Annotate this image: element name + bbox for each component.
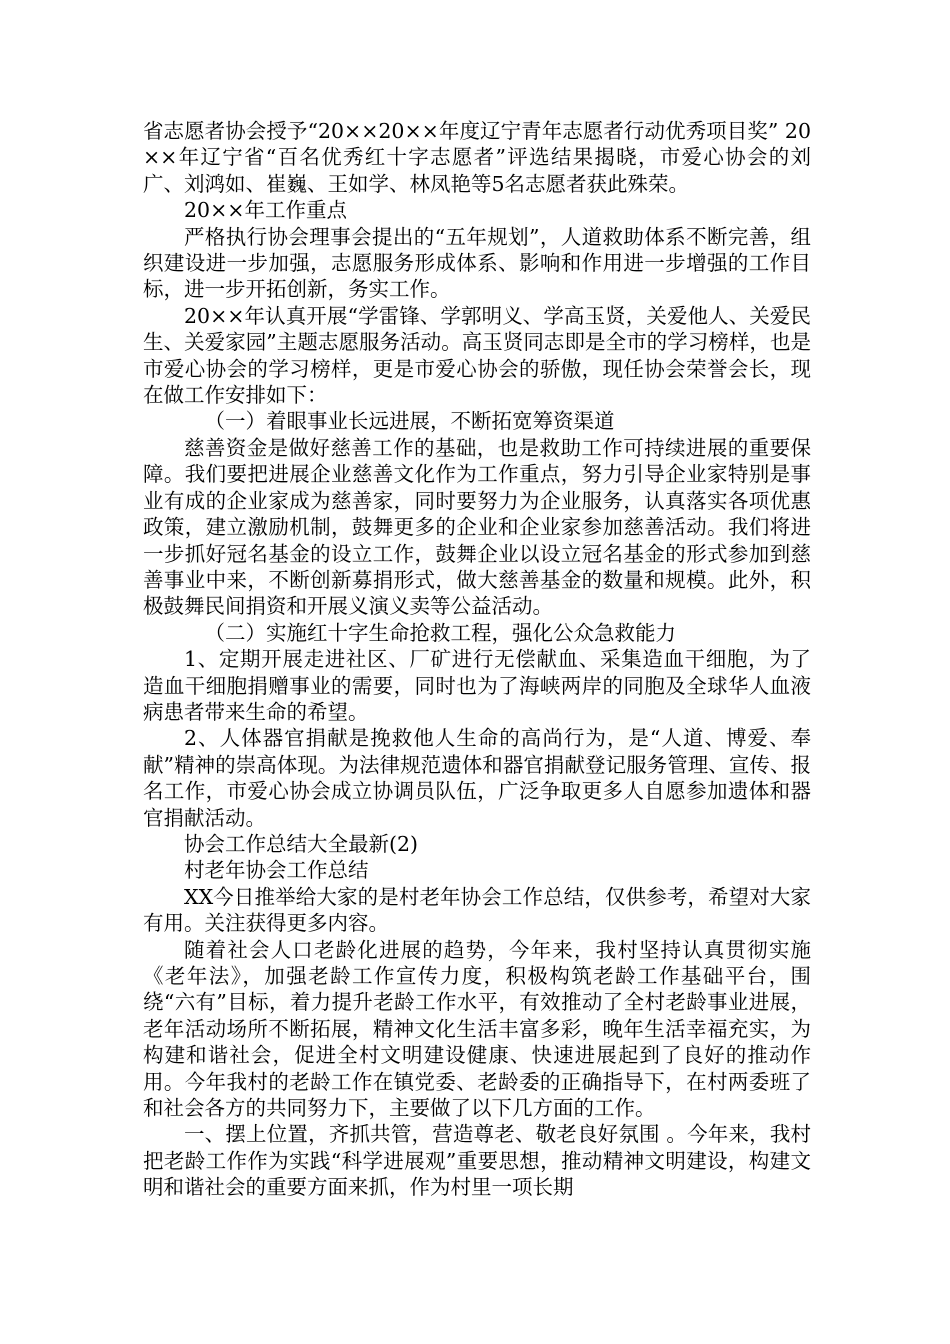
heading-village-elderly-association: 村老年协会工作总结	[184, 858, 369, 883]
heading-section-one: （一）着眼事业长远进展，不断拓宽筹资渠道	[204, 409, 615, 434]
paragraph-charity-funds: 慈善资金是做好慈善工作的基础，也是救助工作可持续进展的重要保障。我们要把进展企业慈善文化作为工作重点，努力引导企业家特别是事业有成的企业家成为慈善家，同时要努力为企业服务，认真落实各项优惠政策，建立激励机制，鼓舞更多的企业和企业家参加慈善活动。我们将进一步抓好冠名基金的设立工作，鼓舞企业以设立冠名基金的形式参加到慈善事业中来，不断创新募捐形式，做大慈善基金的数量和规模。此外，积极鼓舞民间捐资和开展义演义卖等公益活动。	[143, 435, 811, 619]
paragraph-five-year-plan: 严格执行协会理事会提出的“五年规划”，人道救助体系不断完善，组织建设进一步加强，志愿服务形成体系、影响和作用进一步增强的工作目标，进一步开拓创新，务实工作。	[143, 224, 811, 302]
heading-section-two: （二）实施红十字生命抢救工程，强化公众急救能力	[204, 620, 676, 645]
paragraph-blood-donation: 1、定期开展走进社区、厂矿进行无偿献血、采集造血干细胞，为了造血干细胞捐赠事业的需要，同时也为了海峡两岸的同胞及全球华人血液病患者带来生命的希望。	[143, 647, 811, 724]
heading-summary-collection: 协会工作总结大全最新(2)	[184, 831, 419, 856]
paragraph-volunteer-activity: 20××年认真开展“学雷锋、学郭明义、学高玉贤，关爱他人、关爱民生、关爱家园”主题志愿服务活动。高玉贤同志即是全市的学习榜样，也是市爱心协会的学习榜样，更是市爱心协会的骄傲，现任协会荣誉会长，现在做工作安排如下：	[143, 303, 811, 408]
document-page	[143, 118, 811, 1201]
paragraph-priority-placement: 一、摆上位置，齐抓共管，营造尊老、敬老良好氛围 。今年来，我村把老龄工作作为实践“科学进展观”重要思想，推动精神文明建设，构建文明和谐社会的重要方面来抓，作为村里一项长期	[143, 1122, 811, 1200]
paragraph-award-continuation: 省志愿者协会授予“20××20××年度辽宁青年志愿者行动优秀项目奖” 20××年辽宁省“百名优秀红十字志愿者”评选结果揭晓，市爱心协会的刘广、刘鸿如、崔巍、王如学、林凤艳等5名志愿者获此殊荣。	[143, 119, 811, 196]
paragraph-aging-trend: 随着社会人口老龄化进展的趋势，今年来，我村坚持认真贯彻实施《老年法》，加强老龄工作宣传力度，积极构筑老龄工作基础平台，围绕“六有”目标，着力提升老龄工作水平，有效推动了全村老龄事业进展，老年活动场所不断拓展，精神文化生活丰富多彩，晚年生活幸福充实，为构建和谐社会，促进全村文明建设健康、快速进展起到了良好的推动作用。今年我村的老龄工作在镇党委、老龄委的正确指导下，在村两委班了和社会各方的共同努力下，主要做了以下几方面的工作。	[143, 937, 811, 1121]
paragraph-recommendation: XX今日推举给大家的是村老年协会工作总结，仅供参考，希望对大家有用。关注获得更多内容。	[143, 884, 811, 936]
heading-work-focus: 20××年工作重点	[184, 198, 347, 223]
paragraph-organ-donation: 2、人体器官捐献是挽救他人生命的高尚行为，是“人道、博爱、奉献”精神的崇高体现。为法律规范遗体和器官捐献登记服务管理、宣传、报名工作，市爱心协会成立协调员队伍，广泛争取更多人自愿参加遗体和器官捐献活动。	[143, 726, 811, 830]
